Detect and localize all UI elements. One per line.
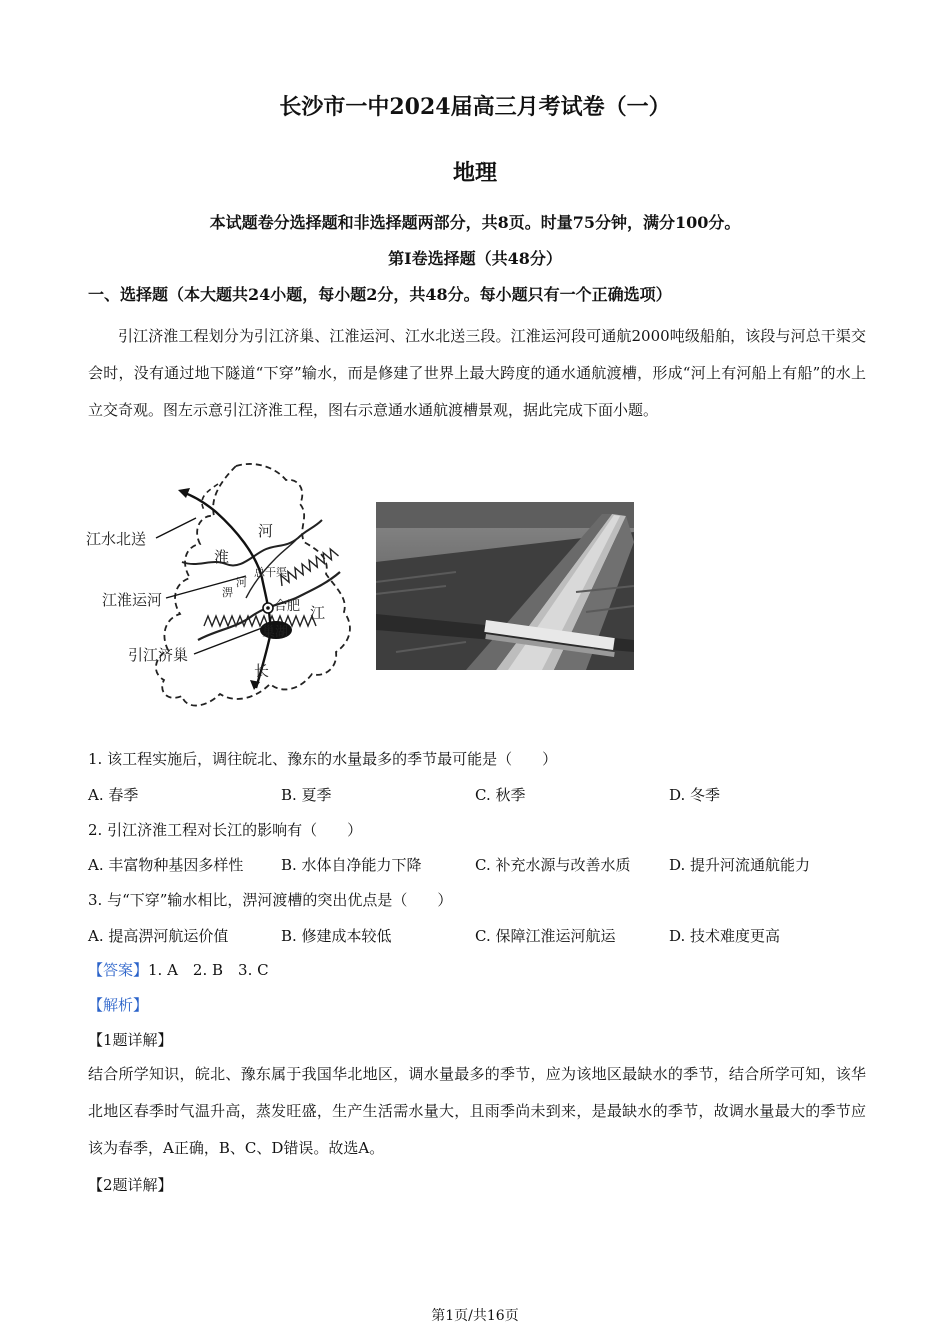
page-number: 第1页/共16页 xyxy=(431,1308,519,1324)
q1-option-a: A. 春季 xyxy=(88,786,139,804)
q1-detail-text: 结合所学知识，皖北、豫东属于我国华北地区，调水量最多的季节，应为该地区最缺水的季节，结合所学可知，该华北地区春季时气温升高，蒸发旺盛，生产生活需水量大，且雨季尚未到来，是最缺水的季节，故调水量最大的季节应该为春季，A正确，B、C、D错误。故选A。 xyxy=(88,1065,866,1157)
q2-detail-title: 【2题详解】 xyxy=(88,1176,173,1194)
label-chao: 引江济巢 xyxy=(128,647,189,664)
analysis-label: 【解析】 xyxy=(88,996,149,1014)
answer-line xyxy=(88,959,269,980)
project-map-figure xyxy=(86,458,376,716)
label-chaohu: 巢湖 xyxy=(262,624,289,639)
aqueduct-photo xyxy=(376,502,634,670)
q2-option-a: A. 丰富物种基因多样性 xyxy=(88,856,244,874)
answer-label: 【答案】 xyxy=(88,961,149,979)
subject-title: 地理 xyxy=(452,160,497,186)
q1-option-d: D. 冬季 xyxy=(669,786,721,804)
label-he: 河 xyxy=(258,523,274,540)
label-canal: 江淮运河 xyxy=(102,592,163,609)
q2-option-c: C. 补充水源与改善水质 xyxy=(475,856,631,874)
exam-info: 本试题卷分选择题和非选择题两部分，共8页。时量75分钟，满分100分。 xyxy=(209,213,741,232)
q2-option-d: D. 提升河流通航能力 xyxy=(669,856,811,874)
label-pi-he: 河 xyxy=(236,577,247,589)
q1-detail-title: 【1题详解】 xyxy=(88,1031,173,1049)
label-huai: 淮 xyxy=(214,549,230,566)
q3-option-a: A. 提高淠河航运价值 xyxy=(88,927,229,945)
question-2-stem: 2. 引江济淮工程对长江的影响有（ ） xyxy=(88,821,363,839)
q1-option-b: B. 夏季 xyxy=(281,786,332,804)
q3-option-c: C. 保障江淮运河航运 xyxy=(475,927,616,945)
intro-text: 引江济淮工程划分为引江济巢、江淮运河、江水北送三段。江淮运河段可通航2000吨级船舶，该段与河总干渠交会时，没有通过地下隧道“下穿”输水，而是修建了世界上最大跨度的通水通航渡槽，形成“河上有河船上有船”的水上立交奇观。图左示意引江济淮工程，图右示意通水通航渡槽景观，据此完成下面小题。 xyxy=(88,327,866,419)
label-north: 江水北送 xyxy=(86,531,147,548)
label-jiang: 江 xyxy=(310,605,326,622)
exam-title: 长沙市一中2024届高三月考试卷（一） xyxy=(279,94,671,120)
label-zonggan: 总干渠 xyxy=(254,567,287,579)
q3-option-d: D. 技术难度更高 xyxy=(669,927,781,945)
huai-river xyxy=(182,520,322,565)
answer-text: 1. A 2. B 3. C xyxy=(148,961,269,979)
q2-option-b: B. 水体自净能力下降 xyxy=(281,856,422,874)
label-hefei: 合肥 xyxy=(274,598,301,613)
label-chang: 长 xyxy=(254,663,270,680)
part-title: 一、选择题（本大题共24小题，每小题2分，共48分。每小题只有一个正确选项） xyxy=(88,285,672,304)
question-1-stem: 1. 该工程实施后，调往皖北、豫东的水量最多的季节最可能是（ ） xyxy=(88,750,558,768)
section-title: 第Ⅰ卷选择题（共48分） xyxy=(388,249,562,268)
q3-option-b: B. 修建成本较低 xyxy=(281,927,392,945)
q1-option-c: C. 秋季 xyxy=(475,786,526,804)
intro-passage xyxy=(88,318,866,429)
label-pi: 淠 xyxy=(222,587,233,599)
question-3-stem: 3. 与“下穿”输水相比，淠河渡槽的突出优点是（ ） xyxy=(88,891,453,909)
